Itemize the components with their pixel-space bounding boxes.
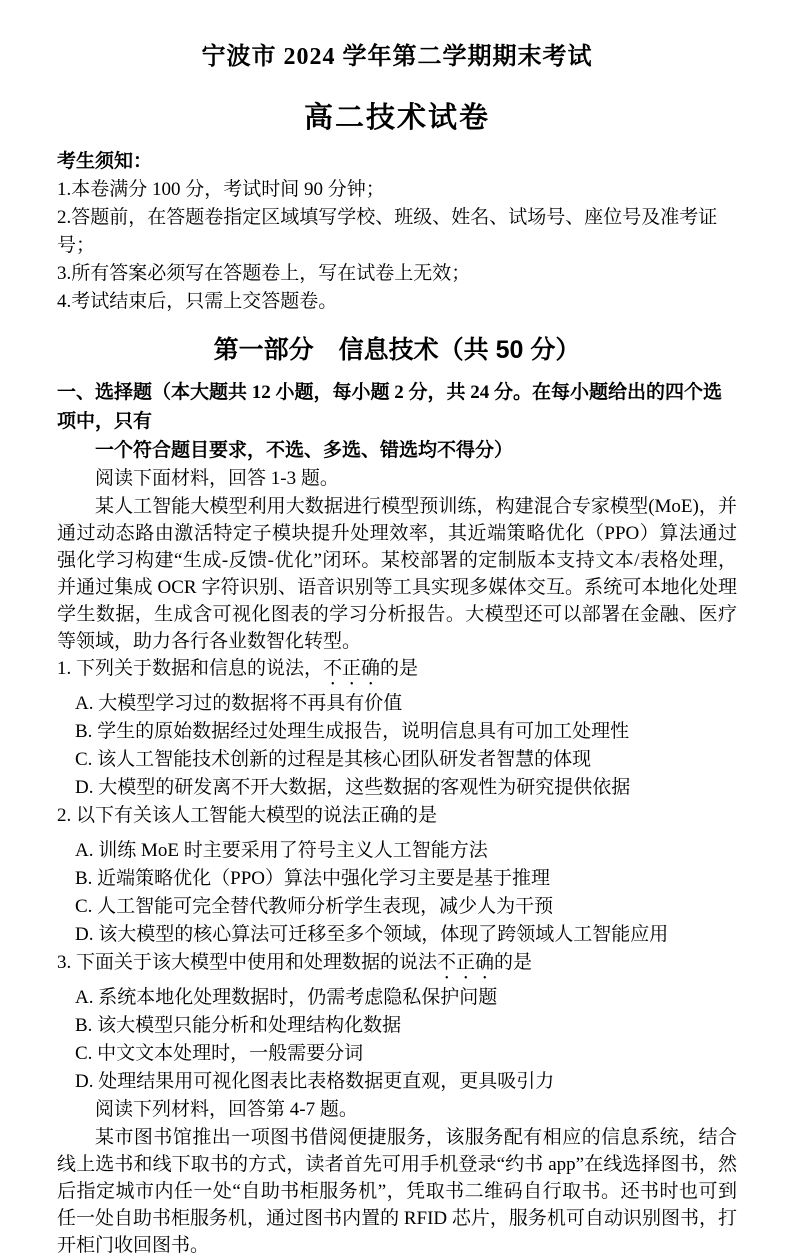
question-1-stem: [57, 658, 418, 679]
question-1-option-d: D. 大模型的研发离不开大数据，这些数据的客观性为研究提供依据: [75, 777, 631, 798]
notice-item-2: 2.答题前，在答题卷指定区域填写学校、班级、姓名、试场号、座位号及准考证号；: [57, 207, 718, 256]
question-3-number: 3.: [57, 952, 72, 973]
question-1-stem-pre: 下列关于数据和信息的说法，: [76, 658, 324, 679]
question-2-stem-pre: 以下有关该人工智能大模型的说法正确的是: [76, 805, 438, 826]
notice-heading: 考生须知：: [57, 151, 153, 172]
mcq-heading-line2: 一个符合题目要求，不选、多选、错选均不得分）: [95, 440, 514, 461]
question-3-option-c: C. 中文文本处理时，一般需要分词: [75, 1043, 364, 1064]
question-3-option-a: A. 系统本地化处理数据时，仍需考虑隐私保护问题: [75, 987, 498, 1008]
question-1-number: 1.: [57, 658, 72, 679]
question-2-stem: [57, 805, 437, 826]
exam-subtitle: 高二技术试卷: [303, 102, 490, 134]
question-3-stem-emphasis: 不正确: [437, 952, 495, 973]
notice-block: [57, 148, 737, 316]
question-3-stem-post: 的是: [494, 952, 533, 973]
question-2: [57, 802, 737, 949]
material-intro-2: 阅读下列材料，回答第 4-7 题。: [95, 1099, 358, 1120]
notice-item-3: 3.所有答案必须写在答题卷上，写在试卷上无效；: [57, 263, 471, 284]
question-1: [57, 655, 737, 802]
question-3: [57, 949, 737, 1096]
question-1-option-a: A. 大模型学习过的数据将不再具有价值: [75, 693, 403, 714]
question-1-stem-emphasis: 不正确: [323, 658, 381, 679]
question-3-stem-pre: 下面关于该大模型中使用和处理数据的说法: [76, 952, 438, 973]
question-3-option-b: B. 该大模型只能分析和处理结构化数据: [75, 1015, 402, 1036]
question-2-option-a: A. 训练 MoE 时主要采用了符号主义人工智能方法: [75, 840, 488, 861]
reading-material-1: 某人工智能大模型利用大数据进行模型预训练，构建混合专家模型(MoE)，并通过动态路由激活特定子模块提升处理效率，其近端策略优化（PPO）算法通过强化学习构建“生成-反馈-优化”闭环。某校部署的定制版本支持文本/表格处理，并通过集成 OCR 字符识别、语音识别等工具实现多媒体交互。系统可本地化处理学生数据，生成含可视化图表的学习分析报告。大模型还可以部署在金融、医疗等领域，助力各行各业数智化转型。: [57, 496, 737, 652]
mcq-heading: [57, 378, 737, 465]
reading-material-2: 某市图书馆推出一项图书借阅便捷服务，该服务配有相应的信息系统，结合线上选书和线下取书的方式，读者首先可用手机登录“约书 app”在线选择图书，然后指定城市内任一处“自助书柜服务机”，凭取书二维码自行取书。还书时也可到任一处自助书柜服务机，通过图书内置的 RFID 芯片，服务机可自动识别图书，打开柜门收回图书。: [57, 1127, 737, 1256]
question-1-stem-post: 的是: [380, 658, 419, 679]
notice-item-1: 1.本卷满分 100 分，考试时间 90 分钟；: [57, 179, 385, 200]
material-intro-1: 阅读下面材料，回答 1-3 题。: [95, 468, 339, 489]
question-3-stem: [57, 952, 532, 973]
question-2-option-b: B. 近端策略优化（PPO）算法中强化学习主要是基于推理: [75, 868, 551, 889]
question-1-option-b: B. 学生的原始数据经过处理生成报告，说明信息具有可加工处理性: [75, 721, 630, 742]
exam-title: 宁波市 2024 学年第二学期期末考试: [201, 44, 593, 70]
question-3-option-d: D. 处理结果用可视化图表比表格数据更直观，更具吸引力: [75, 1071, 555, 1092]
question-2-option-c: C. 人工智能可完全替代教师分析学生表现，减少人为干预: [75, 896, 554, 917]
question-2-number: 2.: [57, 805, 72, 826]
question-1-option-c: C. 该人工智能技术创新的过程是其核心团队研发者智慧的体现: [75, 749, 592, 770]
question-2-option-d: D. 该大模型的核心算法可迁移至多个领域，体现了跨领域人工智能应用: [75, 924, 669, 945]
section-title: 第一部分 信息技术（共 50 分）: [213, 336, 581, 364]
notice-item-4: 4.考试结束后，只需上交答题卷。: [57, 291, 338, 312]
mcq-heading-line1: 一、选择题（本大题共 12 小题，每小题 2 分，共 24 分。在每小题给出的四个选项中，只有: [57, 382, 723, 432]
